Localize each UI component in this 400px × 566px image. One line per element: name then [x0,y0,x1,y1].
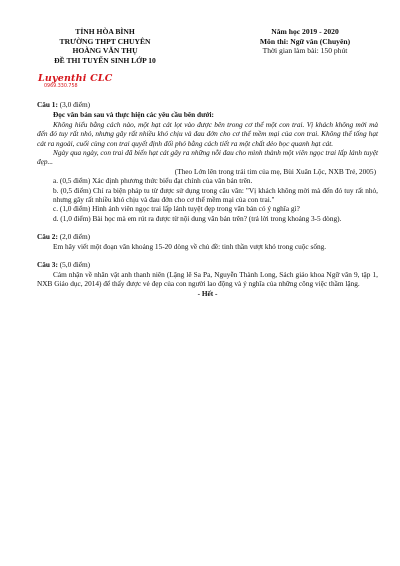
question-1-label: Câu 1: [37,100,58,109]
school-line-1: TRƯỜNG THPT CHUYÊN [59,36,151,46]
school-year: Năm học 2019 - 2020 [271,27,339,36]
passage-source: (Theo Lớn lên trong trải tim của mẹ, Bùi Xuân Lộc, NXB Trẻ, 2005) [174,166,376,176]
passage-paragraph-2: Ngày qua ngày, con trai đã biến hạt cát gây ra những nỗi đau cho mình thành một viên ngọc trai lấp lánh tuyệt đẹp... [37,148,379,167]
question-3-points: (5,0 điểm) [57,260,91,270]
brand-name: Luyenthi CLC [38,73,113,84]
reading-passage [37,120,378,167]
question-3-text: Cảm nhận về nhân vật anh thanh niên (Lặng lẽ Sa Pa, Nguyễn Thành Long, Sách giáo khoa Ngữ văn 9, tập 1, NXB Giáo dục, 2014) để thấy được vẻ đẹp của con người lao động và ý nghĩa của những công việc thầm lặng. [37,269,378,288]
question-2-title [37,232,378,241]
brand-watermark [38,73,128,90]
question-1d: d. (1,0 điểm) Bài học mà em rút ra được từ nội dung văn bản trên? (trả lời trong khoảng 3-5 dòng). [53,213,342,223]
school-line-2: HOÀNG VĂN THỤ [72,46,138,56]
passage-paragraph-1: Không hiểu bằng cách nào, một hạt cát lọt vào được bên trong cơ thể một con trai. Vị khách không mời mà đến đó tuy rất nhỏ, nhưng gây rất nhiều khó chịu và đau đớn cho cơ thể mềm mại của con trai. Không thể tống hạt cát ra ngoài, cuối cùng con trai quyết định đối phó bằng cách tiết ra một chất dẻo bọc quanh hạt cát. [37,119,378,148]
question-1-title [37,100,378,109]
school-header [30,27,180,65]
question-1-points: (3,0 điểm) [57,100,91,109]
time-line: Thời gian làm bài: 150 phút [262,46,348,56]
question-2-text: Em hãy viết một đoạn văn khoảng 15-20 dòng về chủ đề: tinh thần vượt khó trong cuộc sống. [53,241,327,251]
subject-line: Môn thi: Ngữ văn (Chuyên) [259,36,351,46]
question-1c: c. (1,0 điểm) Hình ảnh viên ngọc trai lấp lánh tuyệt đẹp trong văn bản có ý nghĩa gì? [53,204,300,214]
question-1-instruction: Đọc văn bản sau và thực hiện các yêu cầu bên dưới: [53,110,214,120]
question-3-title [37,260,378,269]
question-1a: a. (0,5 điểm) Xác định phương thức biểu đạt chính của văn bản trên. [53,176,253,186]
question-3-label: Câu 3: [37,260,58,270]
question-1b: b. (0,5 điểm) Chỉ ra biện pháp tu từ được sử dụng trong câu văn: "Vị khách không mời mà đến đó tuy rất nhỏ, nhưng gây rất nhiều khó chịu và đau đớn cho cơ thể mềm mại của con trai." [53,185,378,205]
end-marker: - Hết - [197,289,218,299]
question-2-points: (2,0 điểm) [57,232,91,242]
province-line: TỈNH HÒA BÌNH [75,27,135,36]
exam-content [37,100,378,299]
exam-title: ĐỀ THI TUYỂN SINH LỚP 10 [54,55,156,65]
exam-info-header [230,27,380,56]
question-2-label: Câu 2: [37,232,58,242]
brand-phone: 0969.330.758 [44,84,78,89]
